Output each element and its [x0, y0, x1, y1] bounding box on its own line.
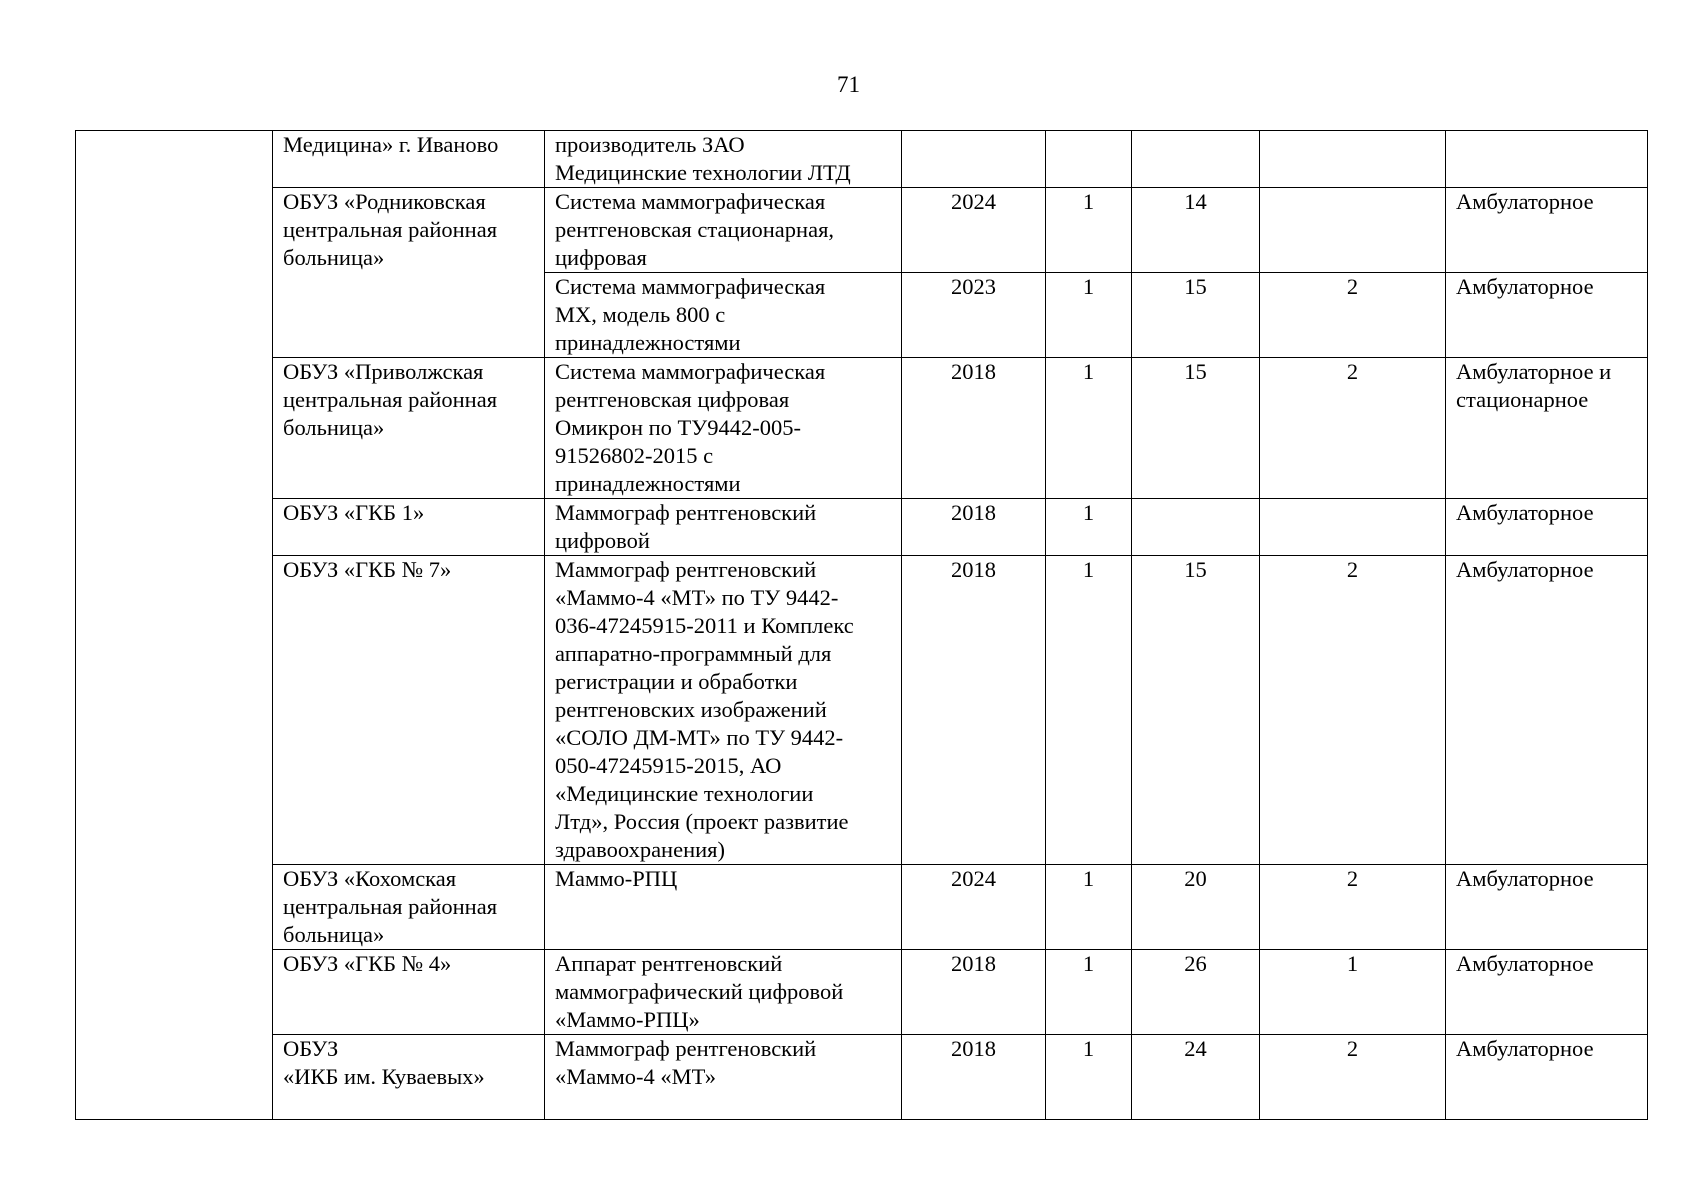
equipment-cell: производитель ЗАО Медицинские технологии ЛТД — [545, 131, 902, 188]
year-cell: 2023 — [902, 273, 1046, 358]
age-cell: 15 — [1132, 273, 1260, 358]
equipment-cell: Маммограф рентгеновский «Маммо-4 «МТ» по ТУ 9442- 036-47245915-2011 и Комплекс аппаратно-программный для регистрации и обработки рентгеновских изображений «СОЛО ДМ-МТ» по ТУ 9442- 050-47245915-2015, АО «Медицинские технологии Лтд», Россия (проект развитие здравоохранения) — [545, 556, 902, 865]
year-cell: 2024 — [902, 865, 1046, 950]
mode-cell: Амбулаторное и стационарное — [1446, 358, 1648, 499]
organization-cell: Медицина» г. Иваново — [273, 131, 545, 188]
shifts-cell: 2 — [1260, 556, 1446, 865]
count-cell: 1 — [1046, 273, 1132, 358]
year-cell: 2018 — [902, 1035, 1046, 1120]
age-cell — [1132, 131, 1260, 188]
table-row — [76, 499, 1648, 556]
table-row — [76, 556, 1648, 865]
mode-cell: Амбулаторное — [1446, 556, 1648, 865]
organization-cell: ОБУЗ «ИКБ им. Куваевых» — [273, 1035, 545, 1120]
equipment-cell: Аппарат рентгеновский маммографический цифровой «Маммо-РПЦ» — [545, 950, 902, 1035]
organization-cell: ОБУЗ «Родниковская центральная районная больница» — [273, 188, 545, 358]
organization-cell: ОБУЗ «Кохомская центральная районная больница» — [273, 865, 545, 950]
equipment-cell: Система маммографическая рентгеновская цифровая Омикрон по ТУ9442-005- 91526802-2015 с принадлежностями — [545, 358, 902, 499]
shifts-cell: 2 — [1260, 273, 1446, 358]
age-cell: 14 — [1132, 188, 1260, 273]
age-cell: 15 — [1132, 556, 1260, 865]
equipment-cell: Система маммографическая MX, модель 800 с принадлежностями — [545, 273, 902, 358]
year-cell — [902, 131, 1046, 188]
organization-cell: ОБУЗ «ГКБ 1» — [273, 499, 545, 556]
shifts-cell — [1260, 131, 1446, 188]
year-cell: 2018 — [902, 499, 1046, 556]
mode-cell: Амбулаторное — [1446, 499, 1648, 556]
count-cell: 1 — [1046, 1035, 1132, 1120]
region-cell — [76, 131, 273, 1120]
page-number: 71 — [837, 72, 860, 97]
shifts-cell: 2 — [1260, 358, 1446, 499]
age-cell — [1132, 499, 1260, 556]
mode-cell: Амбулаторное — [1446, 273, 1648, 358]
organization-cell: ОБУЗ «Приволжская центральная районная больница» — [273, 358, 545, 499]
count-cell: 1 — [1046, 950, 1132, 1035]
organization-cell: ОБУЗ «ГКБ № 7» — [273, 556, 545, 865]
equipment-cell: Маммо-РПЦ — [545, 865, 902, 950]
shifts-cell: 2 — [1260, 1035, 1446, 1120]
table-row — [76, 188, 1648, 273]
age-cell: 26 — [1132, 950, 1260, 1035]
count-cell: 1 — [1046, 499, 1132, 556]
mode-cell: Амбулаторное — [1446, 188, 1648, 273]
count-cell: 1 — [1046, 556, 1132, 865]
shifts-cell — [1260, 188, 1446, 273]
year-cell: 2024 — [902, 188, 1046, 273]
organization-cell: ОБУЗ «ГКБ № 4» — [273, 950, 545, 1035]
count-cell: 1 — [1046, 865, 1132, 950]
mode-cell: Амбулаторное — [1446, 950, 1648, 1035]
table-row — [76, 1035, 1648, 1120]
equipment-cell: Система маммографическая рентгеновская стационарная, цифровая — [545, 188, 902, 273]
mode-cell — [1446, 131, 1648, 188]
table-row — [76, 865, 1648, 950]
shifts-cell: 2 — [1260, 865, 1446, 950]
year-cell: 2018 — [902, 358, 1046, 499]
year-cell: 2018 — [902, 950, 1046, 1035]
equipment-cell: Маммограф рентгеновский «Маммо-4 «МТ» — [545, 1035, 902, 1120]
mode-cell: Амбулаторное — [1446, 865, 1648, 950]
equipment-table — [75, 130, 1648, 1120]
count-cell — [1046, 131, 1132, 188]
table-row — [76, 950, 1648, 1035]
mode-cell: Амбулаторное — [1446, 1035, 1648, 1120]
equipment-cell: Маммограф рентгеновский цифровой — [545, 499, 902, 556]
shifts-cell: 1 — [1260, 950, 1446, 1035]
shifts-cell — [1260, 499, 1446, 556]
table-row — [76, 131, 1648, 188]
age-cell: 24 — [1132, 1035, 1260, 1120]
count-cell: 1 — [1046, 188, 1132, 273]
count-cell: 1 — [1046, 358, 1132, 499]
age-cell: 15 — [1132, 358, 1260, 499]
table-row — [76, 358, 1648, 499]
age-cell: 20 — [1132, 865, 1260, 950]
year-cell: 2018 — [902, 556, 1046, 865]
